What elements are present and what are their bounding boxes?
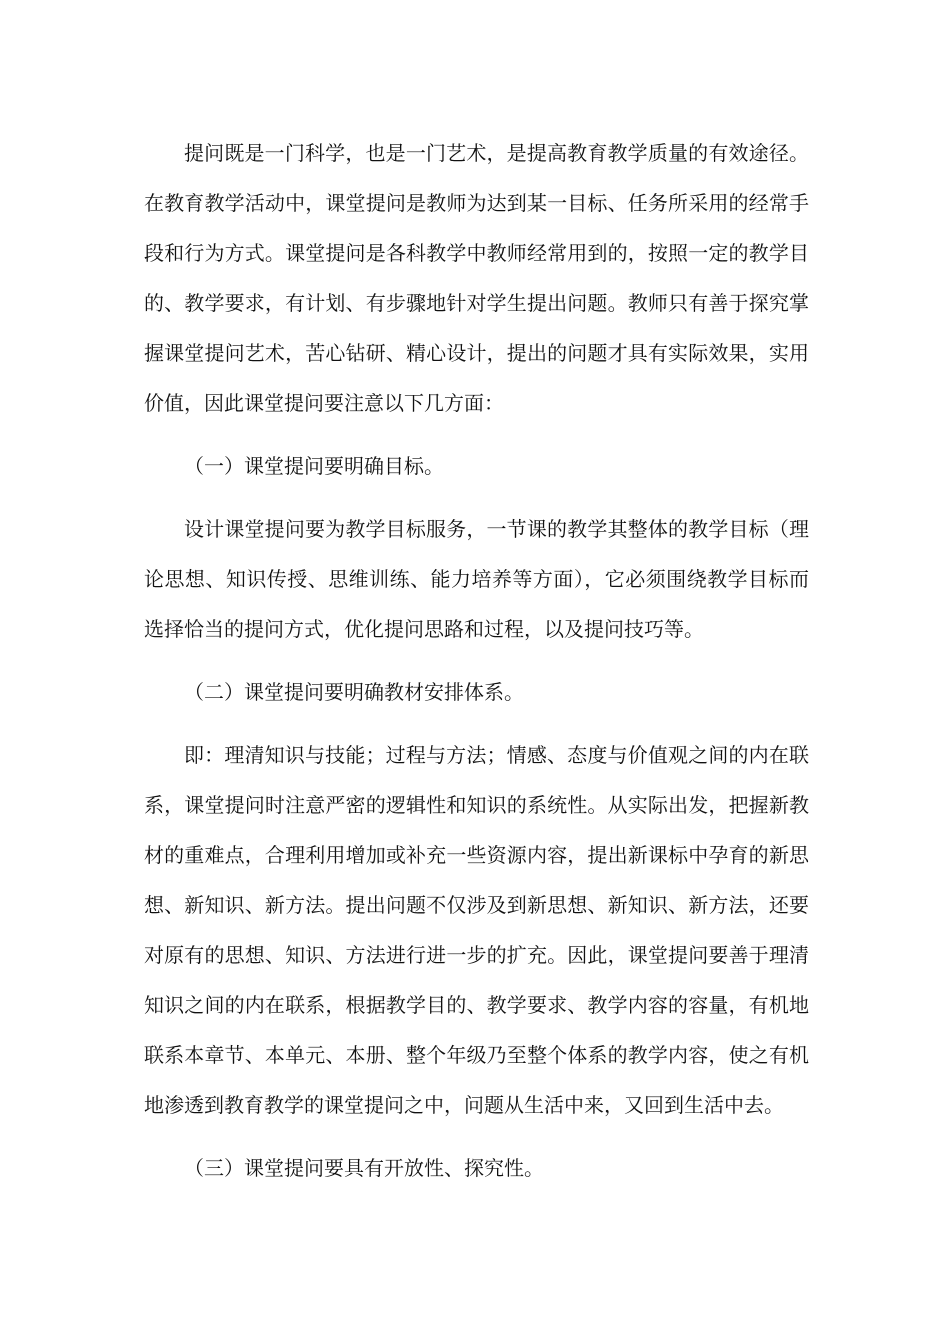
paragraph-gap <box>144 491 809 504</box>
document-body <box>144 128 809 1193</box>
paragraph-gap <box>144 654 809 667</box>
paragraph-gap <box>144 428 809 441</box>
paragraph-gap <box>144 1130 809 1143</box>
section-heading-1: （一）课堂提问要明确目标。 <box>184 454 444 478</box>
section-1-paragraph: 设计课堂提问要为教学目标服务，一节课的教学其整体的教学目标（理论思想、知识传授、思维训练、能力培养等方面），它必须围绕教学目标而选择恰当的提问方式，优化提问思路和过程，以及提问技巧等。 <box>144 517 809 641</box>
paragraph-gap <box>144 717 809 730</box>
intro-paragraph: 提问既是一门科学，也是一门艺术，是提高教育教学质量的有效途径。在教育教学活动中，课堂提问是教师为达到某一目标、任务所采用的经常手段和行为方式。课堂提问是各科教学中教师经常用到的，按照一定的教学目的、教学要求，有计划、有步骤地针对学生提出问题。教师只有善于探究掌握课堂提问艺术，苦心钻研、精心设计，提出的问题才具有实际效果，实用价值，因此课堂提问要注意以下几方面： <box>144 141 809 415</box>
section-2-paragraph: 即：理清知识与技能；过程与方法；情感、态度与价值观之间的内在联系，课堂提问时注意严密的逻辑性和知识的系统性。从实际出发，把握新教材的重难点，合理利用增加或补充一些资源内容，提出新课标中孕育的新思想、新知识、新方法。提出问题不仅涉及到新思想、新知识、新方法，还要对原有的思想、知识、方法进行进一步的扩充。因此，课堂提问要善于理清知识之间的内在联系，根据教学目的、教学要求、教学内容的容量，有机地联系本章节、本单元、本册、整个年级乃至整个体系的教学内容，使之有机地渗透到教育教学的课堂提问之中，问题从生活中来，又回到生活中去。 <box>144 743 809 1117</box>
section-heading-2: （二）课堂提问要明确教材安排体系。 <box>184 680 524 704</box>
section-heading-3: （三）课堂提问要具有开放性、探究性。 <box>184 1156 544 1180</box>
